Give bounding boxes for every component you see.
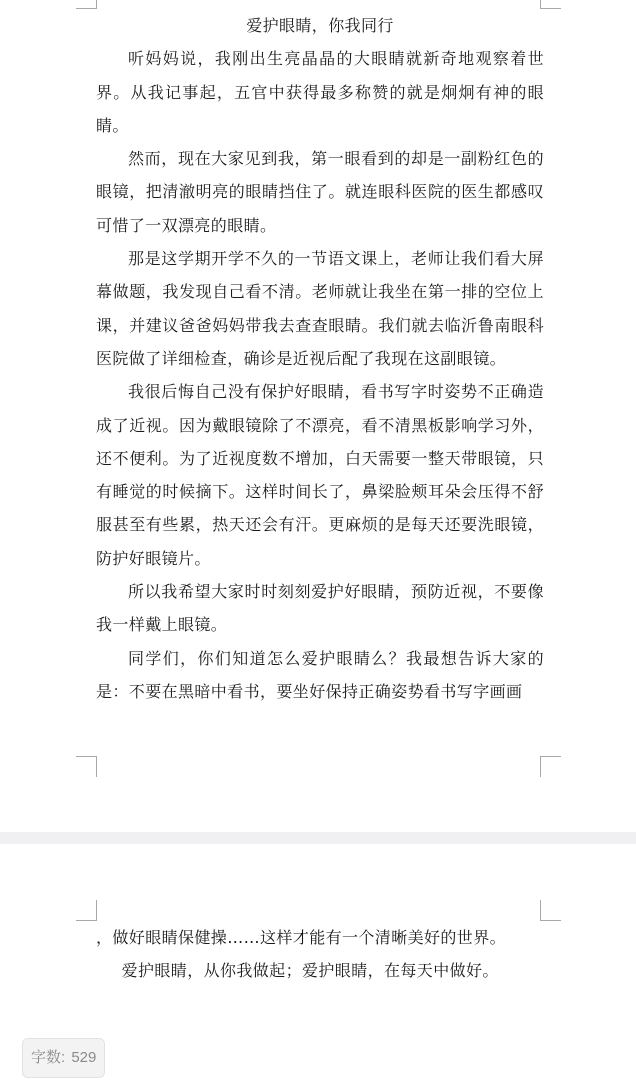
paragraph: 听妈妈说，我刚出生亮晶晶的大眼睛就新奇地观察着世界。从我记事起，五官中获得最多称赞的就是炯炯有神的眼睛。 [96,49,544,135]
document-title: 爱护眼睛，你我同行 [246,16,394,35]
margin-corner-mark [76,900,97,921]
word-count-label: 字数: [31,1049,66,1066]
word-count-badge[interactable] [22,1038,105,1078]
paragraph-continuation: ，做好眼睛保健操……这样才能有一个清晰美好的世界。 [96,928,507,947]
margin-corner-mark [76,756,97,777]
closing-paragraph: 爱护眼睛，从你我做起；爱护眼睛，在每天中做好。 [121,961,499,981]
paragraph: 同学们，你们知道怎么爱护眼睛么？我最想告诉大家的是：不要在黑暗中看书，要坐好保持正确姿势看书写字画画 [96,648,544,701]
word-count-value: 529 [71,1049,97,1066]
page-2-text-area[interactable] [96,921,544,988]
margin-corner-mark [540,0,561,9]
margin-corner-mark [540,756,561,777]
margin-corner-mark [540,900,561,921]
margin-corner-mark [76,0,97,9]
page-1-text-area[interactable] [96,9,544,708]
paragraph: 我很后悔自己没有保护好眼睛，看书写字时姿势不正确造成了近视。因为戴眼镜除了不漂亮，看不清黑板影响学习外，还不便利。为了近视度数不增加，白天需要一整天带眼镜，只有睡觉的时候摘下。这样时间长了，鼻梁脸颊耳朵会压得不舒服甚至有些累，热天还会有汗。更麻烦的是每天还要洗眼镜，防护好眼镜片。 [96,382,544,568]
paragraph: 那是这学期开学不久的一节语文课上，老师让我们看大屏幕做题，我发现自己看不清。老师就让我坐在第一排的空位上课，并建议爸爸妈妈带我去查查眼睛。我们就去临沂鲁南眼科医院做了详细检查，确诊是近视后配了我现在这副眼镜。 [96,249,544,368]
page-separator [0,832,636,844]
paragraph: 所以我希望大家时时刻刻爱护好眼睛，预防近视，不要像我一样戴上眼镜。 [96,582,544,635]
paragraph: 然而，现在大家见到我，第一眼看到的却是一副粉红色的眼镜，把清澈明亮的眼睛挡住了。就连眼科医院的医生都感叹可惜了一双漂亮的眼睛。 [96,149,544,235]
